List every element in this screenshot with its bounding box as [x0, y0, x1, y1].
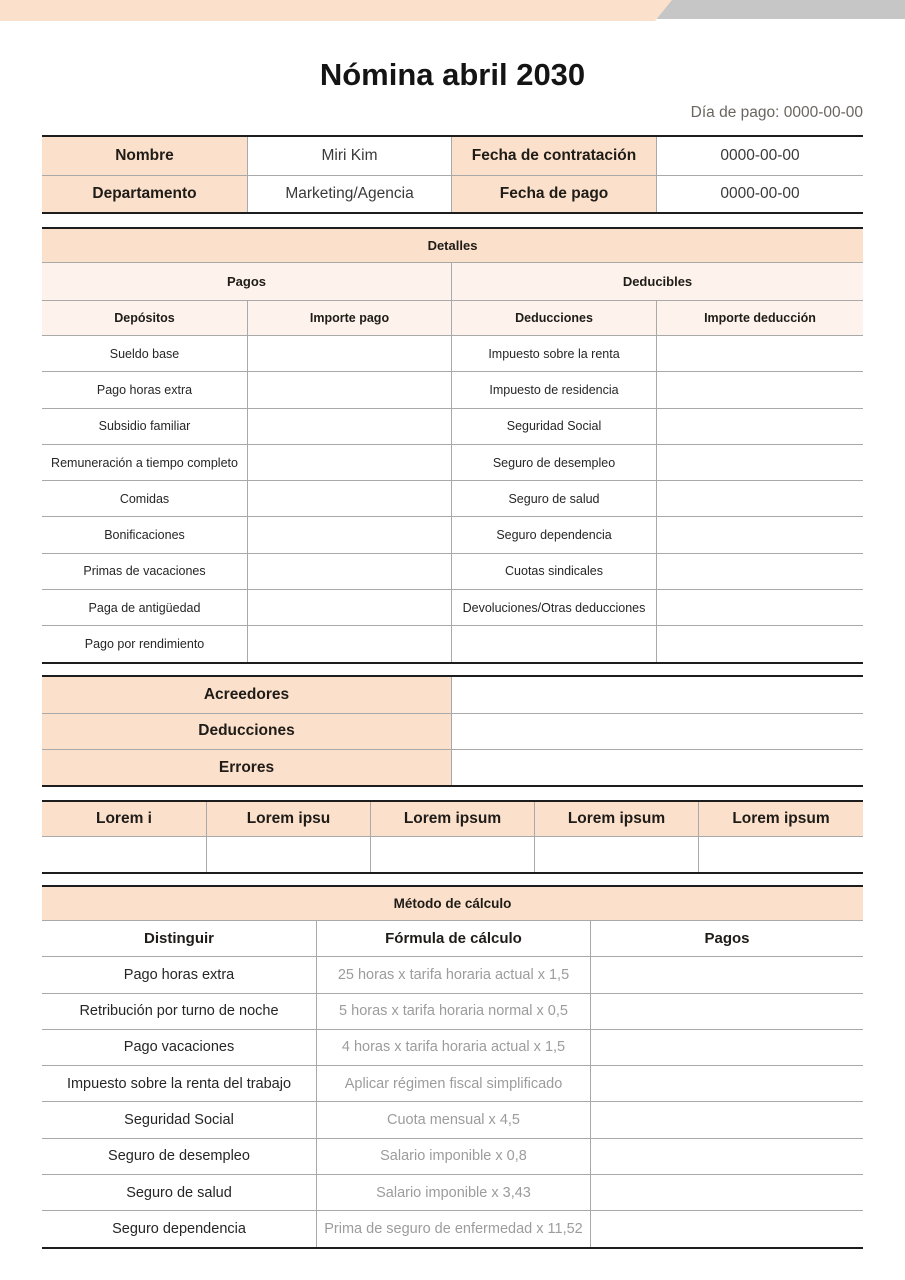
deduccion-label: Devoluciones/Otras deducciones: [451, 590, 656, 625]
calc-formula: 4 horas x tarifa horaria actual x 1,5: [316, 1030, 590, 1065]
importe-deduccion-cell: [656, 445, 863, 480]
departamento-label: Departamento: [42, 176, 247, 213]
calc-formula: Salario imponible x 3,43: [316, 1175, 590, 1210]
calc-item-label: Pago horas extra: [123, 966, 235, 983]
deduccion-label: Seguridad Social: [451, 409, 656, 444]
employee-info-table: [42, 135, 863, 214]
pagos-group-header: Pagos: [42, 263, 451, 300]
table-row: [42, 1065, 863, 1101]
importe-deduccion-cell: [656, 590, 863, 625]
table-row: [42, 335, 863, 371]
deduccion-label: [451, 626, 656, 661]
lorem-header-cell: Lorem ipsu: [206, 802, 370, 836]
table-row: [42, 920, 863, 956]
deduccion-label: Seguro de salud: [451, 481, 656, 516]
table-row: [42, 1029, 863, 1065]
fecha-pago-value: 0000-00-00: [656, 176, 863, 213]
calc-item-label: Impuesto sobre la renta del trabajo: [66, 1075, 292, 1092]
calc-pagos-cell: [590, 1211, 863, 1246]
importe-pago-cell: [247, 554, 451, 589]
deposito-label: Primas de vacaciones: [83, 564, 206, 579]
calc-item-label: Seguro dependencia: [112, 1220, 246, 1237]
table-row: [42, 408, 863, 444]
calc-pagos-cell: [590, 1102, 863, 1137]
lorem-header-cell: Lorem ipsum: [534, 802, 698, 836]
lorem-empty-cell: [698, 837, 863, 872]
calc-pagos-cell: [590, 1175, 863, 1210]
calc-pagos-cell: [590, 957, 863, 992]
deposito-label: Pago horas extra: [96, 382, 193, 397]
table-row: [42, 887, 863, 920]
table-row: [42, 229, 863, 262]
calc-pagos-cell: [590, 1139, 863, 1174]
table-row: [42, 300, 863, 335]
importe-deduccion-cell: [656, 372, 863, 407]
importe-pago-cell: [247, 409, 451, 444]
calc-item-label: Pago vacaciones: [123, 1039, 235, 1056]
formula-column-header: Fórmula de cálculo: [316, 921, 590, 956]
fecha-contratacion-label: Fecha de contratación: [451, 137, 656, 175]
importe-pago-cell: [247, 336, 451, 371]
table-row: [42, 1174, 863, 1210]
table-row: [42, 553, 863, 589]
departamento-value: Marketing/Agencia: [247, 176, 451, 213]
lorem-header-cell: Lorem ipsum: [698, 802, 863, 836]
details-section-title: Detalles: [42, 229, 863, 262]
importe-pago-cell: [247, 517, 451, 552]
importe-deduccion-cell: [656, 481, 863, 516]
deposito-label: Paga de antigüedad: [88, 600, 201, 615]
importe-pago-cell: [247, 481, 451, 516]
acreedores-label: Acreedores: [42, 677, 451, 713]
fecha-pago-label: Fecha de pago: [451, 176, 656, 213]
calc-formula: Salario imponible x 0,8: [316, 1139, 590, 1174]
calc-method-table: [42, 885, 863, 1248]
table-row: [42, 802, 863, 836]
calc-item-label: Seguro de salud: [126, 1184, 232, 1201]
calc-item-label: Seguridad Social: [124, 1112, 234, 1129]
table-row: [42, 444, 863, 480]
calc-formula: Cuota mensual x 4,5: [316, 1102, 590, 1137]
table-row: [42, 371, 863, 407]
deposito-label: Bonificaciones: [104, 528, 185, 543]
table-row: [42, 993, 863, 1029]
deducibles-group-header: Deducibles: [451, 263, 863, 300]
pagos-column-header: Pagos: [590, 921, 863, 956]
importe-deduccion-column-header: Importe deducción: [656, 301, 863, 335]
table-row: [42, 836, 863, 872]
nombre-value: Miri Kim: [247, 137, 451, 175]
table-row: [42, 625, 863, 661]
importe-pago-cell: [247, 626, 451, 661]
deduccion-label: Cuotas sindicales: [451, 554, 656, 589]
table-row: [42, 589, 863, 625]
depositos-column-header: Depósitos: [42, 301, 247, 335]
lorem-empty-cell: [206, 837, 370, 872]
table-row: [42, 749, 863, 785]
page-title: Nómina abril 2030: [319, 57, 586, 92]
importe-deduccion-cell: [656, 336, 863, 371]
lorem-header-cell: Lorem i: [42, 802, 206, 836]
importe-deduccion-cell: [656, 626, 863, 661]
details-table: [42, 227, 863, 664]
importe-pago-cell: [247, 590, 451, 625]
deducciones-value-cell: [451, 714, 863, 749]
deposito-label: Comidas: [119, 491, 170, 506]
calc-formula: 5 horas x tarifa horaria normal x 0,5: [316, 994, 590, 1029]
importe-pago-cell: [247, 445, 451, 480]
importe-pago-cell: [247, 372, 451, 407]
document-page: [42, 21, 863, 1249]
acreedores-value-cell: [451, 677, 863, 713]
table-row: [42, 677, 863, 713]
importe-deduccion-cell: [656, 554, 863, 589]
table-row: [42, 713, 863, 749]
lorem-empty-cell: [534, 837, 698, 872]
table-row: [42, 137, 863, 175]
calc-formula: Prima de seguro de enfermedad x 11,52: [316, 1211, 590, 1246]
lorem-empty-cell: [42, 837, 206, 872]
pay-day-label: Día de pago: 0000-00-00: [690, 104, 863, 121]
deposito-label: Remuneración a tiempo completo: [51, 455, 238, 470]
nombre-label: Nombre: [42, 137, 247, 175]
banner-gray-bar: [638, 0, 905, 19]
importe-deduccion-cell: [656, 409, 863, 444]
table-row: [42, 956, 863, 992]
fecha-contratacion-value: 0000-00-00: [656, 137, 863, 175]
calc-pagos-cell: [590, 994, 863, 1029]
table-row: [42, 516, 863, 552]
deposito-label: Subsidio familiar: [98, 419, 191, 434]
calc-section-title: Método de cálculo: [42, 887, 863, 920]
importe-deduccion-cell: [656, 517, 863, 552]
deduccion-label: Seguro de desempleo: [451, 445, 656, 480]
distinguir-column-header: Distinguir: [144, 930, 214, 948]
calc-formula: 25 horas x tarifa horaria actual x 1,5: [316, 957, 590, 992]
table-row: [42, 262, 863, 300]
table-row: [42, 1101, 863, 1137]
lorem-table: [42, 800, 863, 874]
table-row: [42, 480, 863, 516]
deduccion-label: Impuesto de residencia: [451, 372, 656, 407]
calc-pagos-cell: [590, 1030, 863, 1065]
calc-formula: Aplicar régimen fiscal simplificado: [316, 1066, 590, 1101]
summary-table: [42, 675, 863, 788]
deposito-label: Pago por rendimiento: [84, 637, 205, 652]
deduccion-label: Seguro dependencia: [451, 517, 656, 552]
table-row: [42, 175, 863, 213]
deduccion-label: Impuesto sobre la renta: [451, 336, 656, 371]
deposito-label: Sueldo base: [109, 346, 180, 361]
calc-pagos-cell: [590, 1066, 863, 1101]
errores-label: Errores: [42, 750, 451, 785]
table-row: [42, 1138, 863, 1174]
calc-item-label: Retribución por turno de noche: [79, 1003, 279, 1020]
lorem-header-cell: Lorem ipsum: [370, 802, 534, 836]
deducciones-label: Deducciones: [42, 714, 451, 749]
table-row: [42, 1210, 863, 1246]
banner-peach-bar: [0, 0, 672, 21]
deducciones-column-header: Deducciones: [451, 301, 656, 335]
importe-pago-column-header: Importe pago: [247, 301, 451, 335]
lorem-empty-cell: [370, 837, 534, 872]
calc-item-label: Seguro de desempleo: [108, 1148, 250, 1165]
errores-value-cell: [451, 750, 863, 785]
